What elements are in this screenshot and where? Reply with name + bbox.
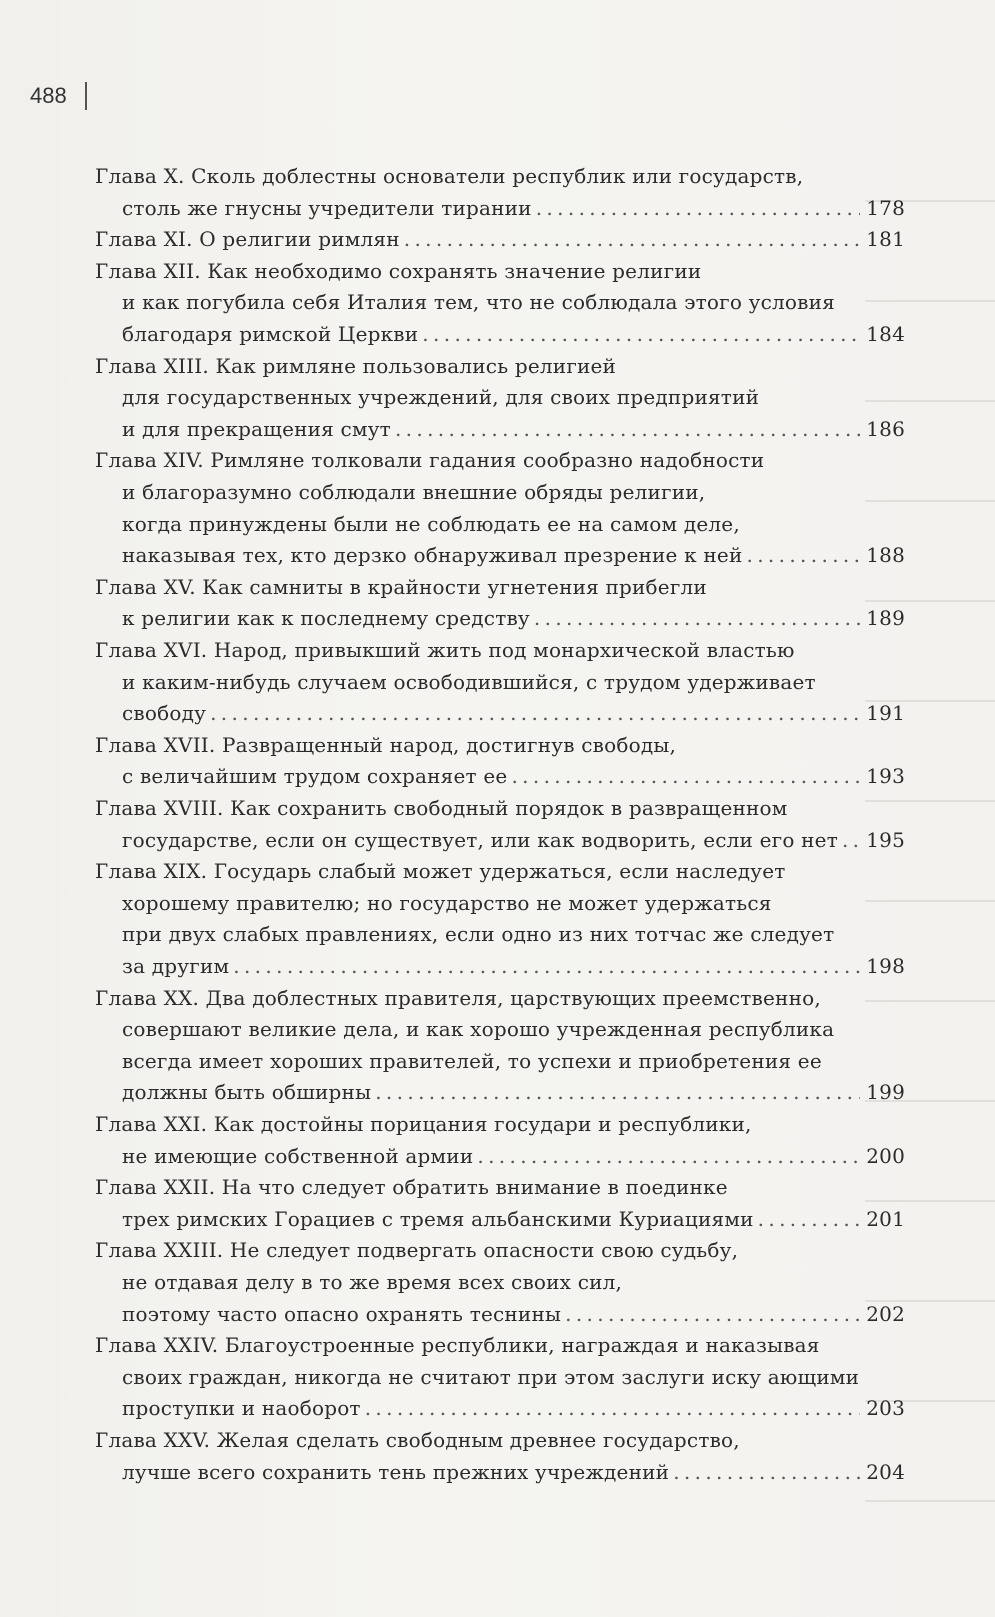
dot-leader <box>534 602 860 634</box>
toc-page-number: 202 <box>866 1301 905 1326</box>
toc-page-number: 203 <box>866 1396 905 1421</box>
toc-page-number: 189 <box>866 606 905 631</box>
toc-entry-title-line: Глава XIX. Государь слабый может удержаться, если наследует <box>95 859 786 884</box>
toc-entry-title-line: Глава XII. Как необходимо сохранять значение религии <box>95 258 702 283</box>
toc-entry-continuation-line <box>122 1140 905 1172</box>
toc-entry-continuation-line <box>122 824 905 856</box>
toc-entry-title-line: Глава XVII. Развращенный народ, достигнув свободы, <box>95 732 677 757</box>
toc-entry-text: к религии как к последнему средству <box>122 606 530 631</box>
toc-entry-text: за другим <box>122 954 230 978</box>
toc-entry-continuation-line <box>122 539 905 571</box>
dot-leader <box>477 1140 860 1172</box>
toc-page-number: 181 <box>866 227 905 252</box>
toc-entry-text: с величайшим трудом сохраняет ее <box>122 764 508 789</box>
toc-entry-title-line: Глава XXIII. Не следует подвергать опасности свою судьбу, <box>95 1238 739 1263</box>
dot-leader <box>511 760 860 792</box>
dot-leader <box>233 950 860 982</box>
toc-entry-continuation-line: и благоразумно соблюдали внешние обряды религии, <box>122 480 706 504</box>
toc-page-number: 201 <box>866 1206 905 1231</box>
header-rule <box>85 82 87 110</box>
toc-entry-text: государстве, если он существует, или как водворить, если его нет <box>122 827 838 852</box>
toc-page-number: 184 <box>866 322 905 346</box>
toc-page-number: 186 <box>866 416 905 441</box>
toc-entry-continuation-line <box>122 1203 905 1235</box>
toc-page-number: 198 <box>866 954 905 978</box>
toc-page-number: 188 <box>866 543 905 568</box>
toc-page-number: 178 <box>866 195 905 220</box>
toc-entry-title-line: Глава XVIII. Как сохранить свободный порядок в развращенном <box>95 796 788 820</box>
toc-entry-continuation-line <box>122 760 905 792</box>
toc-entry-continuation-line <box>122 950 905 982</box>
toc-entry-continuation-line <box>122 1456 905 1488</box>
toc-page-number: 200 <box>866 1143 905 1168</box>
toc-page-number: 193 <box>866 764 905 789</box>
toc-entry-title-line: Глава XXIV. Благоустроенные республики, награждая и наказывая <box>95 1333 820 1358</box>
toc-entry-continuation-line: хорошему правителю; но государство не может удержаться <box>122 890 772 915</box>
toc-entry-text: поэтому часто опасно охранять теснины <box>122 1301 562 1326</box>
toc-entry-continuation-line <box>122 602 905 634</box>
page-header <box>30 82 87 110</box>
toc-entry-text: должны быть обширны <box>122 1080 372 1105</box>
toc-entry-continuation-line <box>122 413 905 445</box>
toc-entry-title-line: Глава XIV. Римляне толковали гадания сообразно надобности <box>95 448 765 473</box>
toc-entry-title-line: Глава XIII. Как римляне пользовались религией <box>95 353 617 378</box>
toc-entry-continuation-line <box>122 1076 905 1108</box>
toc-entry-title-line: Глава XXII. На что следует обратить внимание в поединке <box>95 1175 728 1200</box>
toc-entry-continuation-line: своих граждан, никогда не считают при этом заслуги иску ающими <box>122 1364 860 1389</box>
toc-entry-continuation-line: когда принуждены были не соблюдать ее на самом деле, <box>122 511 740 536</box>
toc-entry-text: проступки и наоборот <box>122 1396 361 1421</box>
page-number: 488 <box>30 83 67 108</box>
toc-entry-text: благодаря римской Церкви <box>122 322 419 346</box>
toc-page-number: 191 <box>866 701 905 726</box>
toc-entry-continuation-line <box>122 318 905 350</box>
toc-entry-title-line <box>95 223 905 255</box>
toc-entry-continuation-line: не отдавая делу в то же время всех своих сил, <box>122 1270 623 1294</box>
toc-entry-continuation-line: при двух слабых правлениях, если одно из них тотчас же следует <box>122 922 835 947</box>
dot-leader <box>842 824 860 856</box>
toc-entry-title-line: Глава X. Сколь доблестны основатели республик или государств, <box>95 164 804 188</box>
dot-leader <box>395 413 860 445</box>
toc-entry-continuation-line <box>122 192 905 224</box>
dot-leader <box>422 318 860 350</box>
toc-entry-text: наказывая тех, кто дерзко обнаруживал презрение к ней <box>122 543 743 568</box>
toc-entry-text: трех римских Горациев с тремя альбанскими Куриациями <box>122 1206 754 1231</box>
toc-entry-text: Глава XI. О религии римлян <box>95 227 400 252</box>
dot-leader <box>758 1203 861 1235</box>
toc-entry-continuation-line: всегда имеет хороших правителей, то успехи и приобретения ее <box>122 1048 822 1073</box>
toc-entry-continuation-line: для государственных учреждений, для своих предприятий <box>122 385 760 410</box>
toc-entry-title-line: Глава XVI. Народ, привыкший жить под монархической властью <box>95 638 795 662</box>
toc-entry-title-line: Глава XV. Как самниты в крайности угнетения прибегли <box>95 574 707 599</box>
toc-entry-text: свободу <box>122 701 207 726</box>
toc-entry-continuation-line: совершают великие дела, и как хорошо учрежденная республика <box>122 1017 835 1042</box>
dot-leader <box>536 192 861 224</box>
toc-entry-continuation-line <box>122 697 905 729</box>
dot-leader <box>404 223 860 255</box>
dot-leader <box>565 1298 860 1330</box>
toc-page-number: 204 <box>866 1459 905 1484</box>
toc-entry-text: не имеющие собственной армии <box>122 1143 474 1168</box>
toc-entry-title-line: Глава XX. Два доблестных правителя, царствующих преемственно, <box>95 985 821 1010</box>
toc-entry-continuation-line: и как погубила себя Италия тем, что не соблюдала этого условия <box>122 290 835 315</box>
dot-leader <box>673 1456 860 1488</box>
toc-entry-text: лучше всего сохранить тень прежних учреждений <box>122 1459 670 1484</box>
toc-entry-title-line: Глава XXI. Как достойны порицания государи и республики, <box>95 1112 752 1136</box>
dot-leader <box>746 539 860 571</box>
toc-entry-text: столь же гнусны учредители тирании <box>122 195 532 220</box>
toc-entry-continuation-line: и каким-нибудь случаем освободившийся, с трудом удерживает <box>122 669 816 694</box>
toc-entry-continuation-line <box>122 1392 905 1424</box>
dot-leader <box>365 1392 861 1424</box>
toc-page-number: 199 <box>866 1080 905 1105</box>
toc-entry-continuation-line <box>122 1298 905 1330</box>
toc-entry-title-line: Глава XXV. Желая сделать свободным древнее государство, <box>95 1428 740 1452</box>
toc-entry-text: и для прекращения смут <box>122 416 391 441</box>
toc-page-number: 195 <box>866 827 905 852</box>
dot-leader <box>210 697 860 729</box>
dot-leader <box>375 1076 860 1108</box>
